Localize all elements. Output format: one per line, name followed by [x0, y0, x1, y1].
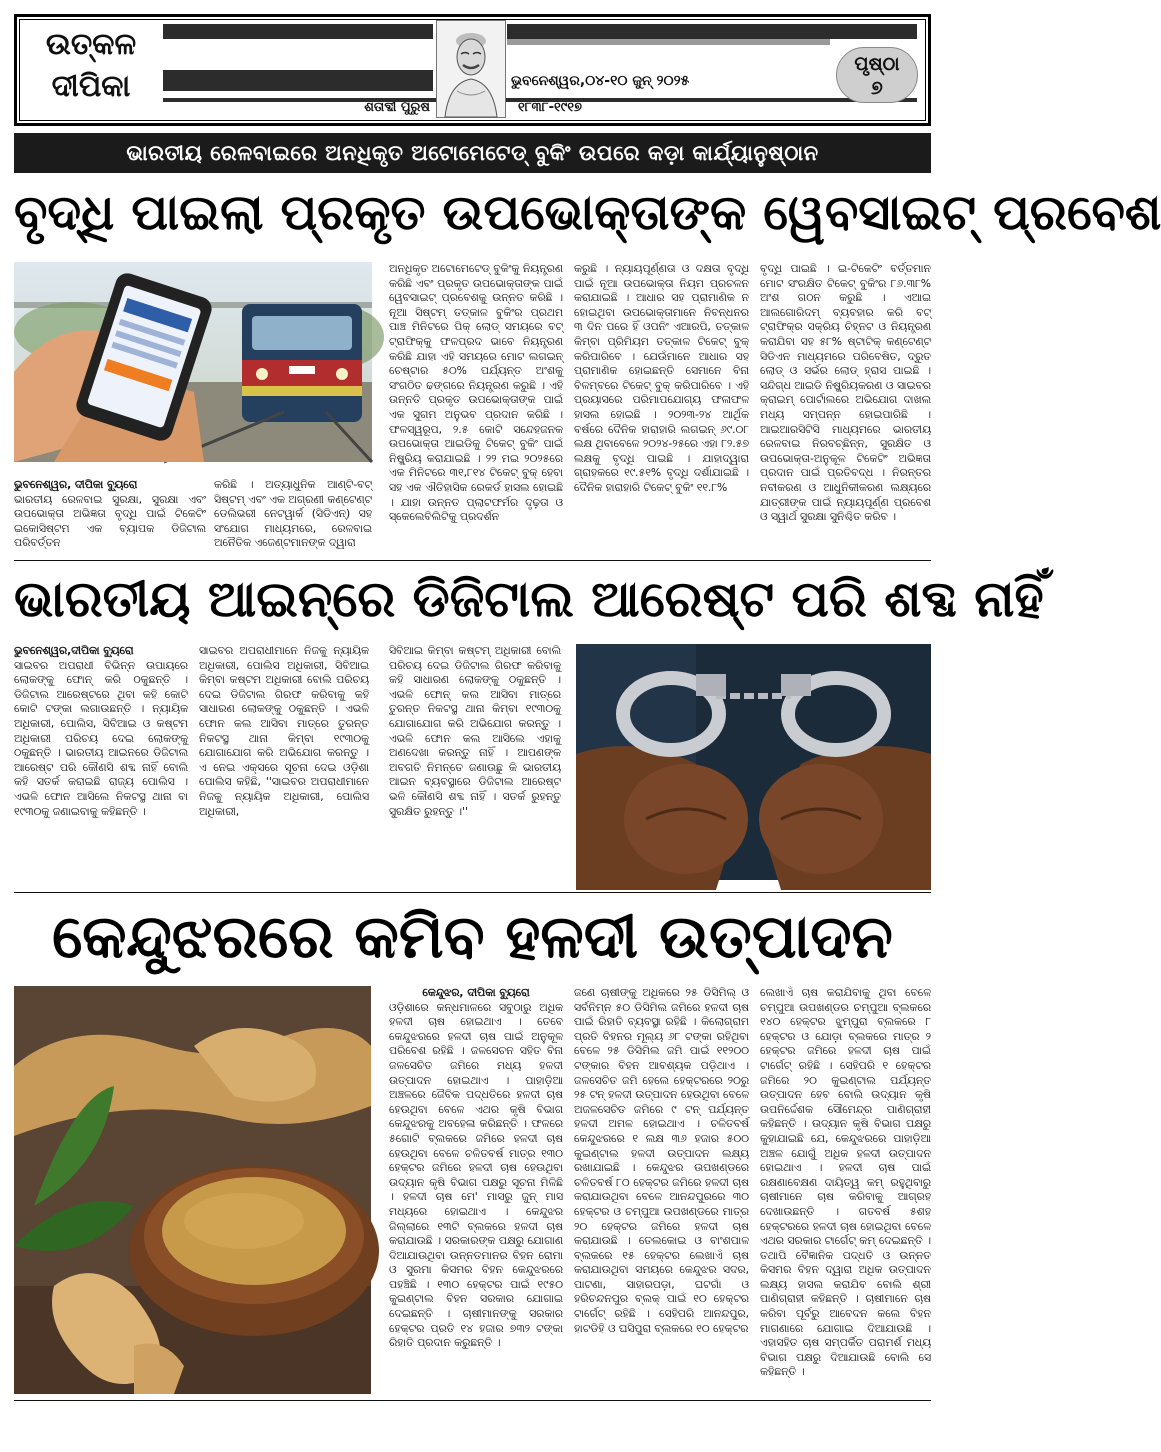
- railway-booking-photo: [14, 262, 372, 462]
- logo-line-1: ଉତ୍କଳ: [45, 27, 137, 62]
- masthead-bar: [163, 70, 433, 91]
- story1-lead: ଭାରତୀୟ ରେଳବାଇ ସୁରକ୍ଷା, ସୁରକ୍ଷା ଏବଂ ଉପଭୋକ୍ତା ଅଭିଜ୍ଞତା ବୃଦ୍ଧି ପାଇଁ ଟିକେଟିଂ ଇକୋସିଷ୍ଟମ ଏକ ବ୍ୟାପକ ଡିଜିଟାଲ ପରିବର୍ତ୍ତନ: [14, 492, 206, 550]
- masthead-bar: [507, 39, 830, 45]
- story2-headline: ଭାରତୀୟ ଆଇନ୍ରେ ଡିଜିଟାଲ ଆରେଷ୍ଟ ପରି ଶବ୍ଦ ନାହିଁ: [14, 570, 1044, 628]
- turmeric-photo: [14, 986, 371, 1394]
- founder-portrait: [436, 20, 506, 118]
- story2-col1-text: ସାଇବର ଅପରାଧୀ ବିଭିନ୍ନ ଉପାୟରେ ଲୋକଙ୍କୁ ଫୋନ୍ କରି ଠକୁଛନ୍ତି । ଡିଜିଟାଲ ଆରେଷ୍ଟରେ ଥିବା କହି କୋଟି କୋଟି ଟଙ୍କା ଲଗାଉଛନ୍ତି । ନ୍ୟାୟିକ ଅଧିକାରୀ, ପୋଲିସ, ସିବିଆଇ ଓ କଷ୍ଟମ ଅଧିକାରୀ ପରିଚୟ ଦେଇ ଲୋକଙ୍କୁ ଠକୁଛନ୍ତି । ଭାରତୀୟ ଆଇନରେ ଡିଜିଟାଲ ଆରେଷ୍ଟ ପରି କୌଣସି ଶବ୍ଦ ନାହିଁ ବୋଲି କହି ସତର୍କ କରାଇଛି ରାଜ୍ୟ ପୋଲିସ । ଏଭଳି ଫୋନ ଆସିଲେ ନିକଟସ୍ଥ ଥାନା ବା ୧୯୩୦କୁ ଜଣାଇବାକୁ କହିଛନ୍ତି ।: [14, 658, 188, 818]
- story1-col2: କରିଛି । ଅତ୍ୟାଧୁନିକ ଆଣ୍ଟି-ବଟ୍ ସିଷ୍ଟମ୍ ଏବଂ ଏକ ଅଗ୍ରଣୀ କଣ୍ଟେଣ୍ଟ ଡେଲିଭରୀ ନେଟୱାର୍କ (ସିଡିଏନ୍) ସହ ସଂଯୋଗ ମାଧ୍ୟମରେ, ରେଳବାଇ ଅନୈତିକ ଏଜେଣ୍ଟମାନଙ୍କ ଦ୍ୱାରା: [214, 478, 372, 550]
- story3-col1-text: ଓଡ଼ିଶାରେ କନ୍ଧମାଳରେ ସବୁଠାରୁ ଅଧିକ ହଳଦୀ ଚାଷ ହୋଇଥାଏ । ତେବେ କେନ୍ଦୁଝରରେ ହଳଦୀ ଚାଷ ପାଇଁ ଅନୁକୂଳ ପରିବେଶ ରହିଛି । ଜଳସେଚନ ସହିତ ବିନା ଜଳସେଚିତ ଜମିରେ ମଧ୍ୟ ହଳଦୀ ଉତ୍ପାଦନ ହୋଇଥାଏ । ପାହାଡ଼ିଆ ଅଞ୍ଚଳରେ ଜୈବିକ ପଦ୍ଧତିରେ ହଳଦୀ ଚାଷ ହେଉଥିବା ବେଳେ ଏଥର କୃଷି ବିଭାଗ କେନ୍ଦୁଝରକୁ ଅବହେଳା କରିଛନ୍ତି । ଫଳରେ ୫ଗୋଟି ବ୍ଲକରେ ଜମିରେ ହଳଦୀ ଚାଷ ହେଉଥିବା ବେଳେ ଚଳିତବର୍ଷ ମାତ୍ର ୧୩୦ ହେକ୍ଟର ଜମିରେ ହଳଦୀ ଚାଷ ହେଉଥିବା ଉଦ୍ୟାନ କୃଷି ବିଭାଗ ପକ୍ଷରୁ ସୂଚନା ମିଳିଛି । ହଳଦୀ ଚାଷ ମେ' ମାସରୁ ଜୁନ୍ ମାସ ମଧ୍ୟରେ ହୋଇଥାଏ । କେନ୍ଦୁଝର ଜିଲ୍ଲାରେ ୧୩ଟି ବ୍ଲକରେ ହଳଦୀ ଚାଷ କରାଯାଉଛି । ସରକାରଙ୍କ ପକ୍ଷରୁ ଯୋଗାଣ ଦିଆଯାଉଥିବା ଉନ୍ନତମାନର ବିହନ ରୋମା ଓ ସୁରମା କିସମର ବିହନ କେନ୍ଦୁଝରରେ ପହଞ୍ଚିଛି । ୧୩୦ ହେକ୍ଟର ପାଇଁ ୧୯୫୦ କୁଇଣ୍ଟାଲ ବିହନ ସରକାର ଯୋଗାଇ ଦେଇଛନ୍ତି । ଚାଷୀମାନଙ୍କୁ ସରକାର ହେକ୍ଟର ପ୍ରତି ୧୪ ହଜାର ୭୩୨ ଟଙ୍କା ରିହାତି ପ୍ରଦାନ କରୁଛନ୍ତି ।: [389, 1000, 563, 1350]
- story3-col3: ଲେଖାଏଁ ଚାଷ କରାଯିବାକୁ ଥିବା ବେଳେ ଚମ୍ପୁଆ ଉପଖଣ୍ଡର ଚମ୍ପୁଆ ବ୍ଲକରେ ୧୪୦ ହେକ୍ଟର ଝୁମ୍ପୁରା ବ୍ଲକରେ ୮ ହେକ୍ଟର ଓ ଯୋଡ଼ା ବ୍ଲକରେ ମାତ୍ର ୨ ହେକ୍ଟର ଜମିରେ ହଳଦୀ ଚାଷ ପାଇଁ ଟାର୍ଗେଟ୍ ରହିଛି । ସେହିପରି ୧ ହେକ୍ଟର ଜମିରେ ୨୦ କୁଇଣ୍ଟାଲ ପର୍ଯ୍ୟନ୍ତ ଉତ୍ପାଦନ ହେବ ବୋଲି ଉଦ୍ୟାନ କୃଷି ଉପନିର୍ଦ୍ଦେଶକ ସୌମେନ୍ଦ୍ର ପାଣିଗ୍ରାହୀ କହିଛନ୍ତି । ଉଦ୍ୟାନ କୃଷି ବିଭାଗ ପକ୍ଷରୁ କୁହାଯାଇଛି ଯେ, କେନ୍ଦୁଝରରେ ପାହାଡ଼ିଆ ଅଞ୍ଚଳ ଯୋଗୁଁ ଅଧିକ ହଳଦୀ ଉତ୍ପାଦନ ହୋଇଥାଏ । ହଳଦୀ ଚାଷ ପାଇଁ ରକ୍ଷଣାବେକ୍ଷଣ ଦାୟିତ୍ୱ କମ୍ ରହୁଥିବାରୁ ଚାଷୀମାନେ ଚାଷ କରିବାକୁ ଆଗ୍ରହ ଦେଖାଉଛନ୍ତି । ଗତବର୍ଷ ୫ଶହ ହେକ୍ଟରରେ ହଳଦୀ ଚାଷ ହୋଇଥିବା ବେଳେ ଏଥର ସରକାର ଟାର୍ଗେଟ୍ କମ୍ ଦେଇଛନ୍ତି । ତଥାପି ବୈଜ୍ଞାନିକ ପଦ୍ଧତି ଓ ଉନ୍ନତ କିସମର ବିହନ ଦ୍ୱାରା ଅଧିକ ଉତ୍ପାଦନ ଲକ୍ଷ୍ୟ ହାସଲ କରାଯିବ ବୋଲି ଶ୍ରୀ ପାଣିଗ୍ରାହୀ କହିଛନ୍ତି । ଚାଷୀମାନେ ଚାଷ କରିବା ପୂର୍ବରୁ ଆବେଦନ କଲେ ବିହନ ମାଗଣାରେ ଯୋଗାଇ ଦିଆଯାଉଛି । ଏହାସହିତ ଚାଷ ସମ୍ପର୍କିତ ପରାମର୍ଶ ମଧ୍ୟ ବିଭାଗ ପକ୍ଷରୁ ଦିଆଯାଉଛି ବୋଲି ସେ କହିଛନ୍ତି ।: [760, 986, 931, 1379]
- section-divider: [14, 1400, 931, 1401]
- story2-col2: ସାଇବର ଅପରାଧୀମାନେ ନିଜକୁ ନ୍ୟାୟିକ ଅଧିକାରୀ, ପୋଲିସ ଅଧିକାରୀ, ସିବିଆଇ କିମ୍ବା କଷ୍ଟମ ଅଧିକାରୀ ବୋଲି ପରିଚୟ ଦେଇ ଡିଜିଟାଲ ଗିରଫ କରିବାକୁ କହି ସାଧାରଣ ଲୋକଙ୍କୁ ଠକୁଛନ୍ତି । ଏଭଳି ଫୋନ କଲ ଆସିବା ମାତ୍ରେ ତୁରନ୍ତ ନିକଟସ୍ଥ ଥାନା କିମ୍ବା ୧୯୩୦କୁ ଯୋଗାଯୋଗ କରି ଅଭିଯୋଗ କରନ୍ତୁ । ଏ ନେଇ ଏକ୍ସରେ ସୂଚନା ଦେଇ ଓଡ଼ିଶା ପୋଲିସ କହିଛି, ''ସାଇବର ଅପରାଧୀମାନେ ନିଜକୁ ନ୍ୟାୟିକ ଅଧିକାରୀ, ପୋଲିସ ଅଧିକାରୀ,: [199, 644, 369, 818]
- section-divider: [14, 560, 931, 561]
- newspaper-logo: [24, 24, 158, 116]
- story1-headline: ବୃଦ୍ଧି ପାଇଲା ପ୍ରକୃତ ଉପଭୋକ୍ତାଙ୍କ ୱେବସାଇଟ୍ ପ୍ରବେଶ: [14, 184, 1161, 241]
- story3-col1: [389, 986, 563, 1394]
- story2-col1: [14, 644, 188, 884]
- masthead-bar: [507, 24, 917, 39]
- founder-portrait-icon: [437, 21, 505, 117]
- masthead-bar: [163, 24, 433, 39]
- page-number: ୭: [871, 77, 883, 99]
- story3-byline: କେନ୍ଦୁଝର, ଦୀପିକା ବ୍ୟୁରୋ: [422, 986, 530, 999]
- dateline: ଭୁବନେଶ୍ୱର,୦୪-୧୦ ଜୁନ୍ ୨୦୨୫: [511, 73, 690, 89]
- handcuffs-photo: [576, 644, 931, 880]
- story1-byline: ଭୁବନେଶ୍ୱର, ଦୀପିକା ବ୍ୟୁରୋ: [14, 478, 138, 491]
- logo-line-2: ଦୀପିକା: [51, 69, 131, 104]
- story1-kicker: ଭାରତୀୟ ରେଳବାଇରେ ଅନଧିକୃତ ଅଟୋମେଟେଡ୍ ବୁକିଂ ଉପରେ କଡ଼ା କାର୍ଯ୍ୟାନୁଷ୍ଠାନ: [14, 133, 931, 173]
- story1-col4: କରୁଛି । ନ୍ୟାୟପୂର୍ଣ୍ଣତା ଓ ଦକ୍ଷତା ବୃଦ୍ଧି ପାଇଁ ନୂଆ ଉପଭୋକ୍ତା ନିୟମ ପ୍ରଚଳନ କରାଯାଇଛି । ଆଧାର ସହ ପ୍ରାମାଣିକ ନ ହୋଇଥିବା ଉପଭୋକ୍ତାମାନେ ନିବନ୍ଧନର ୩ ଦିନ ପରେ ହିଁ ଓପନିଂ ଏଆରପି, ତତ୍କାଳ କିମ୍ବା ପ୍ରିମିୟମ ତତ୍କାଳ ଟିକେଟ୍ ବୁକ୍ କରିପାରିବେ । ଯେଉଁମାନେ ଆଧାର ସହ ପ୍ରାମାଣିକ ହୋଇଛନ୍ତି ସେମାନେ ବିନା ବିଳମ୍ବରେ ଟିକେଟ୍ ବୁକ୍ କରିପାରିବେ । ଏହି ପ୍ରୟାସରେ ପରିମାପଯୋଗ୍ୟ ଫଳାଫଳ ହାସଲ ହୋଇଛି । ୨୦୨୩-୨୪ ଆର୍ଥିକ ବର୍ଷରେ ଦୈନିକ ହାରାହାରି ଲଗଇନ୍ ୬୯.୦୮ ଲକ୍ଷ ଥିବାବେଳେ ୨୦୨୪-୨୫ରେ ଏହା ୮୨.୫୭ ଲକ୍ଷକୁ ବୃଦ୍ଧି ପାଇଛି । ଯାହାଦ୍ୱାରା ଗ୍ରାହକରେ ୧୯.୫୧% ବୃଦ୍ଧି ଦର୍ଶାଯାଇଛି । ଦୈନିକ ହାରାହାରି ଟିକେଟ୍ ବୁକିଂ ୧୧.୮%: [574, 262, 749, 494]
- story1-col5: ବୃଦ୍ଧି ପାଇଛି । ଇ-ଟିକେଟିଂ ବର୍ତ୍ତମାନ ମୋଟ ସଂରକ୍ଷିତ ଟିକେଟ୍ ବୁକିଂର ୮୬.୩୮% ଅଂଶ ଗଠନ କରୁଛି । ଏଆଇ ଆଲଗୋରିଦମ୍ ବ୍ୟବହାର କରି ବଟ୍ ଟ୍ରାଫିକ୍ର ସକ୍ରିୟ ଚିହ୍ନଟ ଓ ନିୟନ୍ତ୍ରଣ କରାଯିବା ସହ ୫୮% ଷ୍ଟାଟିକ୍ କଣ୍ଟେଣ୍ଟ ସିଡିଏନ ମାଧ୍ୟମରେ ପରିବେଷିତ, ଦ୍ରୁତ ଲୋଡ୍ ଓ ସର୍ଭର ଲୋଡ୍ ହ୍ରାସ ପାଇଛି । ସନ୍ଦିଗ୍ଧ ଆଇଡି ନିଷ୍କ୍ରିୟକରଣ ଓ ସାଇବର କ୍ରାଇମ୍ ପୋର୍ଟାଲରେ ଅଭିଯୋଗ ଦାଖଲ ମଧ୍ୟ ସମ୍ପନ୍ନ ହୋଇପାରିଛି । ଆଇଆରସିଟିସି ମାଧ୍ୟମରେ ଭାରତୀୟ ରେଳବାଇ ନିରବଚ୍ଛିନ୍ନ, ସୁରକ୍ଷିତ ଓ ଉପଭୋକ୍ତା-ଅନୁକୂଳ ଟିକେଟିଂ ଅଭିଜ୍ଞତା ପ୍ରଦାନ ପାଇଁ ପ୍ରତିବଦ୍ଧ । ନିରନ୍ତର ନବୀକରଣ ଓ ଆଧୁନିକୀକରଣ ଲକ୍ଷ୍ୟରେ ଯାତ୍ରୀଙ୍କ ପାଇଁ ନ୍ୟାୟପୂର୍ଣ୍ଣ ପ୍ରବେଶ ଓ ସ୍ୱାର୍ଥ ସୁରକ୍ଷା ସୁନିଶ୍ଚିତ କରିବ ।: [760, 262, 931, 524]
- page-label: ପୃଷ୍ଠା: [854, 53, 900, 75]
- story3-headline: କେନ୍ଦୁଝରରେ କମିବ ହଳଦୀ ଉତ୍ପାଦନ: [52, 902, 893, 972]
- tagline: ଶତାବ୍ଦୀ ପୁରୁଷ: [364, 100, 430, 115]
- story2-col3: ସିବିଆଇ କିମ୍ବା କଷ୍ଟମ୍ ଅଧିକାରୀ ବୋଲି ପରିଚୟ ଦେଇ ଡିଜିଟାଲ ଗିରଫ କରିବାକୁ କହି ସାଧାରଣ ଲୋକଙ୍କୁ ଠକୁଛନ୍ତି । ଏଭଳି ଫୋନ୍ କଲ ଆସିବା ମାତ୍ରେ ତୁରନ୍ତ ନିକଟସ୍ଥ ଥାନା କିମ୍ବା ୧୯୩୦କୁ ଯୋଗାଯୋଗ କରି ଅଭିଯୋଗ କରନ୍ତୁ । ଏଭଳି ଫୋନ କଲ ଆସିଲେ ଏହାକୁ ଅଣଦେଖା କରନ୍ତୁ ନାହିଁ । ଆପଣଙ୍କ ଅବଗତି ନିମନ୍ତେ ଜଣାଉଛୁ କି ଭାରତୀୟ ଆଇନ ବ୍ୟବସ୍ଥାରେ ଡିଜିଟାଲ ଆରେଷ୍ଟ ଭଳି କୌଣସି ଶବ୍ଦ ନାହିଁ । ସତର୍କ ରୁହନ୍ତୁ ସୁରକ୍ଷିତ ରୁହନ୍ତୁ ।'': [389, 644, 561, 818]
- story2-byline: ଭୁବନେଶ୍ୱର,ଦୀପିକା ବ୍ୟୁରୋ: [14, 644, 134, 657]
- page-number-badge: [836, 47, 918, 103]
- story1-col1: [14, 478, 206, 556]
- story1-col3: ଅନଧିକୃତ ଅଟୋମେଟେଡ୍ ବୁକିଂକୁ ନିୟନ୍ତ୍ରଣ କରିଛି ଏବଂ ପ୍ରକୃତ ଉପଭୋକ୍ତାଙ୍କ ପାଇଁ ୱେବସାଇଟ୍ ପ୍ରବେଶକୁ ଉନ୍ନତ କରିଛି । ନୂଆ ସିଷ୍ଟମ୍ ତତ୍କାଳ ବୁକିଂର ପ୍ରଥମ ପାଞ୍ଚ ମିନିଟରେ ପିକ୍ ଲୋଡ୍ ସମୟରେ ବଟ୍ ଟ୍ରାଫିକ୍କୁ ଫଳପ୍ରଦ ଭାବେ ନିୟନ୍ତ୍ରଣ କରିଛି ଯାହା ଏହି ସମୟରେ ମୋଟ ଲଗଇନ୍ ଚେଷ୍ଟାର ୫୦% ପର୍ଯ୍ୟନ୍ତ ଅଂଶକୁ ସଂଗଠିତ ଢଙ୍ଗରେ ନିୟନ୍ତ୍ରଣ କରୁଛି । ଏହି ଉନ୍ନତି ପ୍ରକୃତ ଉପଭୋକ୍ତାଙ୍କ ପାଇଁ ଏକ ସୁଗମ ଅନୁଭବ ପ୍ରଦାନ କରିଛି । ଫଳସ୍ୱରୂପ, ୨.୫ କୋଟି ସନ୍ଦେହଜନକ ଉପଭୋକ୍ତା ଆଇଡିକୁ ଟିକେଟ୍ ବୁକିଂ ପାଇଁ ନିଷ୍କ୍ରିୟ କରାଯାଇଛି । ୨୨ ମଇ ୨୦୨୫ରେ ଏକ ମିନିଟରେ ୩୧,୮୧୪ ଟିକେଟ୍ ବୁକ୍ ହେବା ସହ ଏକ ଐତିହାସିକ ରେକର୍ଡ ହାସଲ ହୋଇଛି । ଯାହା ଉନ୍ନତ ପ୍ଲାଟଫର୍ମର ଦୃଢ଼ତା ଓ ସ୍କେଲେବିଲିଟିକୁ ପ୍ରଦର୍ଶନ: [389, 262, 563, 524]
- founder-years: ୧୮୩୮-୧୯୧୭: [518, 100, 582, 115]
- section-divider: [14, 892, 931, 893]
- story3-col2: ଜଣେ ଚାଷୀଙ୍କୁ ଅଧିକରେ ୨୫ ଡିସିମିଲ୍ ଓ ସର୍ବନିମ୍ନ ୫୦ ଡିସିମିଲ ଜମିରେ ହଳଦୀ ଚାଷ ପାଇଁ ରିହାତି ବ୍ୟବସ୍ଥା ରହିଛି । କିଲୋଗ୍ରାମ ପ୍ରତି ବିହନର ମୂଲ୍ୟ ୬୮ ଟଙ୍କା ରହିଥିବା ବେଳେ ୨୫ ଡିସିମିଲ ଜମି ପାଇଁ ୧୧୨୦୦ ଟଙ୍କାର ବିହନ ଆବଶ୍ୟକ ପଡ଼ିଥାଏ । ଜଳସେଚିତ ଜମି ହେଲେ ହେକ୍ଟରରେ ୨୦ରୁ ୨୫ ଟନ୍ ହଳଦୀ ଉତ୍ପାଦନ ହେଉଥିବା ବେଳେ ଅଜଳସେଚିତ ଜମିରେ ୯ ଟନ୍ ପର୍ଯ୍ୟନ୍ତ ହଳଦୀ ଅମଳ ହୋଇଥାଏ । ଚଳିତବର୍ଷ କେନ୍ଦୁଝରରେ ୧ ଲକ୍ଷ ୩୬ ହଜାର ୫୦୦ କୁଇଣ୍ଟାଲ ହଳଦୀ ଉତ୍ପାଦନ ଲକ୍ଷ୍ୟ ରଖାଯାଇଛି । କେନ୍ଦୁଝର ଉପଖଣ୍ଡରେ ଚଳିତବର୍ଷ ୮୦ ହେକ୍ଟର ଜମିରେ ହଳଦୀ ଚାଷ କରାଯାଉଥିବା ବେଳେ ଆନନ୍ଦପୁରରେ ୩୦ ହେକ୍ଟର ଓ ଚମ୍ପୁଆ ଉପଖଣ୍ଡରେ ମାତ୍ର ୨୦ ହେକ୍ଟର ଜମିରେ ହଳଦୀ ଚାଷ କରାଯାଉଛି । ତେଲକୋଇ ଓ ବାଂଶପାଳ ବ୍ଲକରେ ୧୫ ହେକ୍ଟର ଲେଖାଏଁ ଚାଷ କରାଯାଉଥିବା ସମୟରେ କେନ୍ଦୁଝର ସଦର, ପାଟଣା, ସାହାରପଡ଼ା, ଘଟଗାଁ ଓ ହରିଚନ୍ଦନପୁର ବ୍ଲକ୍ ପାଇଁ ୧୦ ହେକ୍ଟର ଟାର୍ଗେଟ୍ ରହିଛି । ସେହିପରି ଆନନ୍ଦପୁର, ହାଟଡିହି ଓ ଘସିପୁରା ବ୍ଲକରେ ୧୦ ହେକ୍ଟର: [574, 986, 749, 1335]
